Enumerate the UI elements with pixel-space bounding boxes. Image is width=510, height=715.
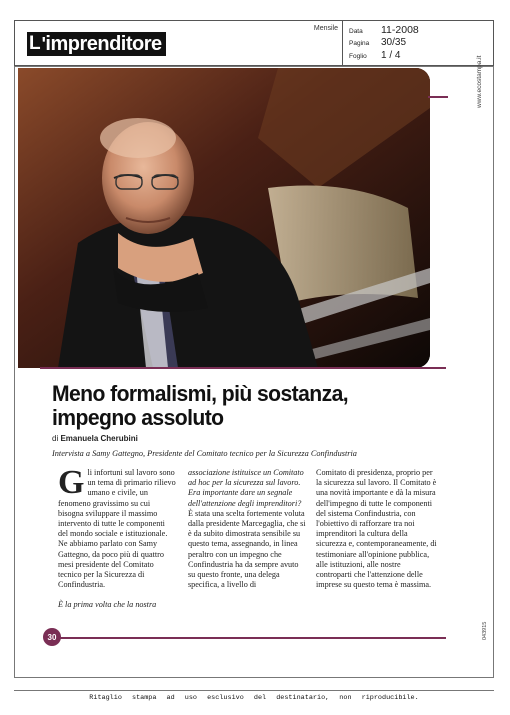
article-column-1: Gli infortuni sul lavoro sono un tema di primario rilievo umano e civile, un fenomeno gravissimo su cui bisogna sviluppare il massimo intervento di tutte le componenti del mondo sociale e istituzionale. Ne abbiamo parlato con Samy Gattegno, da poco più di quattro mesi presidente del Comitato tecnico per la Sicurezza di Confindustria. È la prima volta che la nostra [58, 464, 176, 610]
accent-line-mid [40, 367, 446, 369]
meta-sheet: Foglio 1 / 4 [349, 50, 401, 61]
header-box [14, 20, 494, 66]
accent-line-bottom [60, 637, 446, 639]
logo-wordmark: ' imprenditore [43, 32, 166, 56]
article-column-2 [188, 468, 306, 590]
frequency-label: Mensile [313, 25, 338, 32]
portrait-illustration [18, 68, 430, 368]
page-number-badge: 30 [43, 628, 61, 646]
masthead-logo [27, 31, 166, 57]
question-1-end: associazione istituisce un Comitato ad hoc per la sicurezza sul lavoro. Era importante dare un segnale dell'attenzione degli imprenditori? [188, 468, 304, 508]
portrait-photo [18, 68, 430, 368]
accent-line-top [428, 96, 448, 98]
side-code: 043915 [482, 621, 488, 640]
question-1-start: È la prima volta che la nostra [58, 600, 157, 610]
meta-cell [345, 21, 493, 65]
logo-letter: L [29, 33, 41, 54]
byline: di Emanuela Cherubini [52, 434, 138, 443]
meta-page: Pagina 30/35 [349, 37, 407, 48]
answer-1-start: È stata una scelta fortemente voluta dalla presidente Marcegaglia, che si è da subito dimostrata sensibile su questo tema, assegnando, in linea peraltro con un impegno che Confindustria ha da sempre avuto su questo fronte, una delega specifica, a livello di [188, 508, 306, 590]
article-headline: Meno formalismi, più sostanza, impegno assoluto [52, 381, 349, 430]
answer-1-end: Comitato di presidenza, proprio per la sicurezza sul lavoro. Il Comitato è una novità importante e dà la misura dell'impegno di tutte le componenti del sistema Confindustria, con l'obiettivo di rafforzare tra noi imprenditori la cultura della sicurezza e, contemporaneamente, di testimoniare all'opinione pubblica, alle istituzioni, alle nostre controparti che l'attenzione delle imprese su questo tema è massima. [316, 468, 437, 590]
article-intro: Intervista a Samy Gattegno, Presidente del Comitato tecnico per la Sicurezza Confindustria [52, 449, 357, 458]
side-url: www.ecostampa.it [476, 55, 483, 108]
article-column-3 [316, 468, 438, 590]
masthead-cell [15, 21, 343, 65]
meta-date: Data 11-2008 [349, 24, 419, 36]
dropcap: G [58, 464, 85, 501]
footer-notice: Ritaglio stampa ad uso esclusivo del destinatario, non riproducibile. [14, 690, 494, 704]
